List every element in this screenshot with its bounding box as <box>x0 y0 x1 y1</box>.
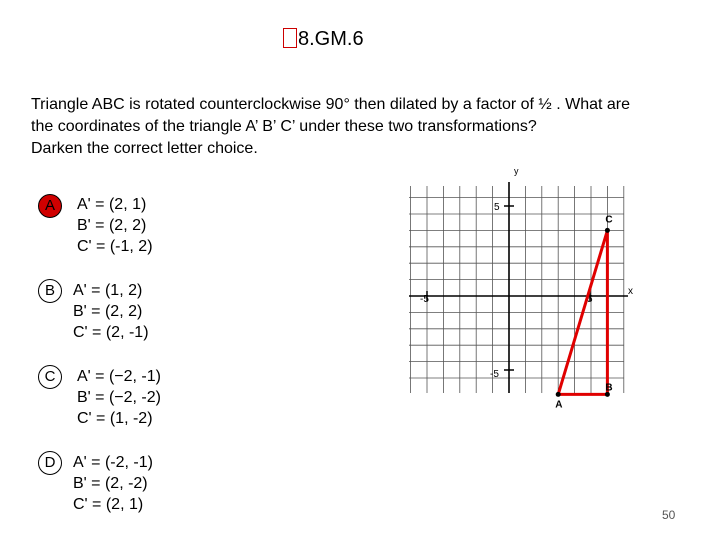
question-line-1: Triangle ABC is rotated counterclockwise 90° then dilated by a factor of ½ . What are <box>31 96 630 113</box>
x-neg-tick-label: -5 <box>420 294 429 305</box>
question-line-2: the coordinates of the triangle A’ B’ C’ under these two transformations? <box>31 118 537 135</box>
vertex-c-point <box>605 228 610 233</box>
choice-d-line: B' = (2, -2) <box>73 475 148 492</box>
choice-c-line: B' = (−2, -2) <box>77 389 161 406</box>
y-neg-tick-label: -5 <box>490 369 499 380</box>
choice-a-line: C' = (-1, 2) <box>77 238 153 255</box>
choice-a-line: A' = (2, 1) <box>77 196 147 213</box>
choice-d-line: C' = (2, 1) <box>73 496 144 513</box>
question-line-3: Darken the correct letter choice. <box>31 140 258 157</box>
choice-c-letter: C <box>44 368 56 385</box>
choice-d-line: A' = (-2, -1) <box>73 454 153 471</box>
page-number: 50 <box>662 508 676 522</box>
x-axis-label: x <box>628 286 633 297</box>
choice-b-line: B' = (2, 2) <box>73 303 143 320</box>
choice-c-line: C' = (1, -2) <box>77 410 153 427</box>
vertex-b-label: B <box>605 382 613 394</box>
choice-c-line: A' = (−2, -1) <box>77 368 161 385</box>
choice-a-line: B' = (2, 2) <box>77 217 147 234</box>
x-pos-tick-label: 5 <box>587 294 593 305</box>
grid-lines <box>409 186 624 393</box>
choice-d-letter: D <box>44 454 56 471</box>
choice-b-line: C' = (2, -1) <box>73 324 149 341</box>
standard-code: 8.GM.6 <box>298 28 364 50</box>
vertex-a-point <box>556 392 561 397</box>
y-pos-tick-label: 5 <box>494 202 500 213</box>
choice-b-letter: B <box>44 282 55 299</box>
choice-b-line: A' = (1, 2) <box>73 282 143 299</box>
choice-a-letter: A <box>44 197 55 214</box>
y-axis-label: y <box>514 166 519 176</box>
vertex-a-label: A <box>555 399 563 411</box>
vertex-c-label: C <box>605 214 613 226</box>
